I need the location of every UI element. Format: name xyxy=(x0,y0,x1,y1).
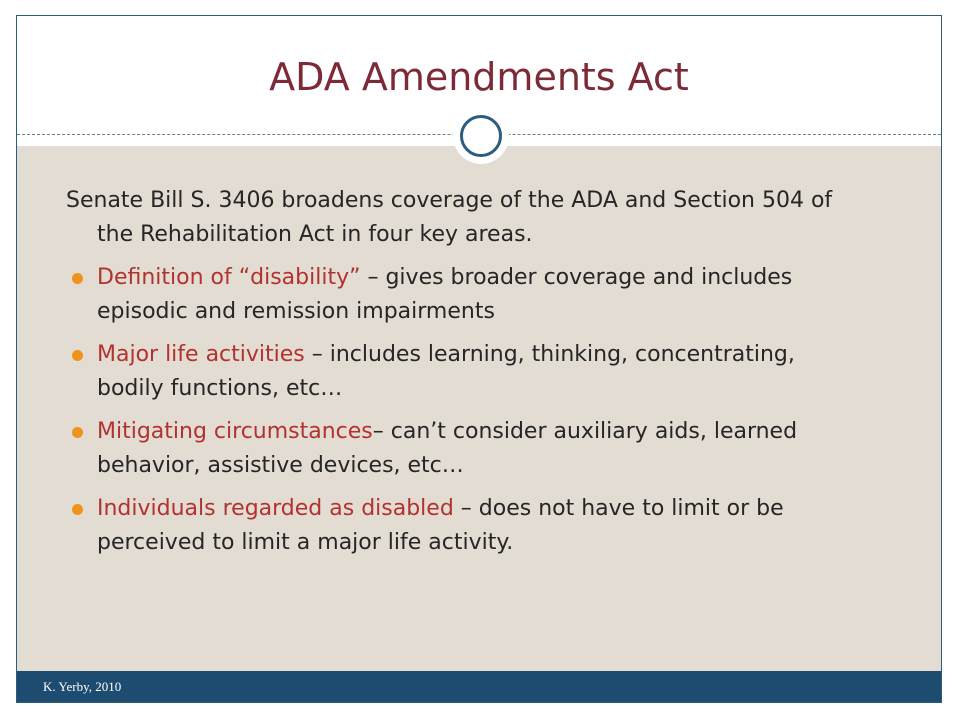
body-text xyxy=(66,184,866,569)
bullet-dot-icon xyxy=(72,427,83,438)
bullet-term: Definition of “disability” xyxy=(97,265,361,290)
bullet-term: Major life activities xyxy=(97,342,305,367)
bullet-individuals-regarded-as-disabled xyxy=(66,492,866,560)
footer-bar xyxy=(17,671,941,702)
bullet-dot-icon xyxy=(72,504,83,515)
bullet-major-life-activities xyxy=(66,338,866,406)
bullet-text: – does not have to limit or be perceived to limit a major life activity. xyxy=(97,496,784,555)
bullet-dot-icon xyxy=(72,350,83,361)
bullet-text: – includes learning, thinking, concentrating, bodily functions, etc… xyxy=(97,342,795,401)
ring-icon xyxy=(460,115,502,157)
bullet-term: Individuals regarded as disabled xyxy=(97,496,454,521)
divider-ornament xyxy=(453,108,509,164)
bullet-text: – gives broader coverage and includes episodic and remission impairments xyxy=(97,265,793,324)
bullet-text: – can’t consider auxiliary aids, learned behavior, assistive devices, etc… xyxy=(97,419,798,478)
slide-title: ADA Amendments Act xyxy=(269,55,689,99)
footer-credit: K. Yerby, 2010 xyxy=(43,679,122,694)
bullet-mitigating-circumstances xyxy=(66,415,866,483)
bullet-term: Mitigating circumstances xyxy=(97,419,373,444)
bullet-definition-of-disability xyxy=(66,261,866,329)
intro-paragraph: Senate Bill S. 3406 broadens coverage of the ADA and Section 504 of the Rehabilitation Act in four key areas. xyxy=(66,188,833,247)
bullet-dot-icon xyxy=(72,273,83,284)
